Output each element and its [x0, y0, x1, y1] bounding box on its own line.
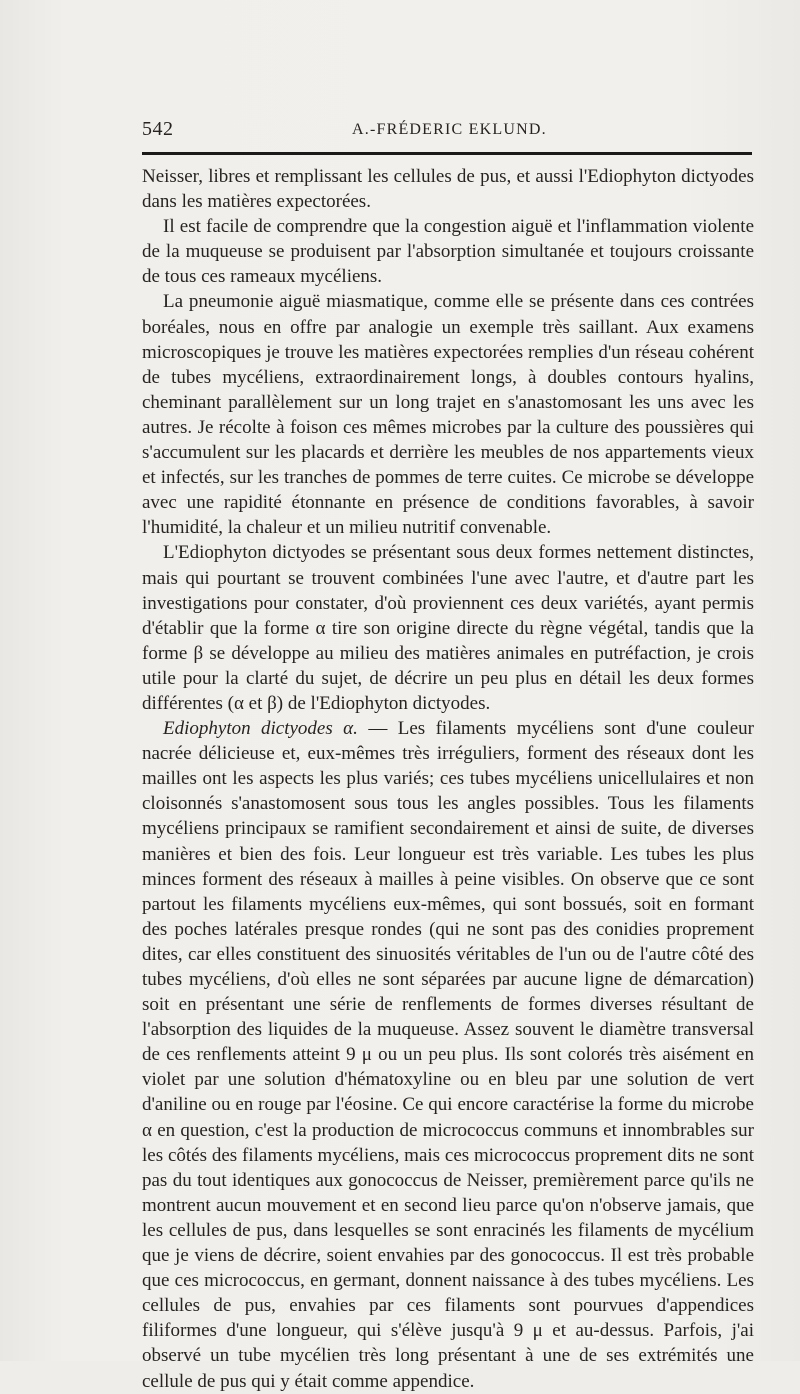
paragraph-5: [142, 716, 754, 1394]
section-title: Ediophyton dictyodes α.: [163, 718, 358, 740]
page-header: [142, 118, 752, 146]
paragraph-3: La pneumonie aiguë miasmatique, comme elle se présente dans ces contrées boréales, nous en offre par analogie un exemple très saillant. Aux examens microscopiques je trouve les matières expectorées remplies d'un réseau cohérent de tubes mycéliens, extraordinairement longs, à doubles contours hyalins, cheminant parallèlement sur un long trajet en s'anastomosant les uns avec les autres. Je récolte à foison ces mêmes microbes par la culture des poussières qui s'accumulent sur les placards et derrière les meubles de nos appartements vieux et infectés, sur les tranches de pommes de terre cuites. Ce microbe se développe avec une rapidité étonnante en présence de conditions favorables, à savoir l'humidité, la chaleur et un milieu nutritif convenable.: [142, 291, 754, 539]
paragraph-5-text: — Les filaments mycéliens sont d'une couleur nacrée délicieuse et, eux-mêmes très irréguliers, forment des réseaux dont les mailles ont les aspects les plus variés; ces tubes mycéliens unicellulaires et non cloisonnés s'anastomosent sous tous les angles possibles. Tous les filaments mycéliens principaux se ramifient secondairement et ainsi de suite, de diverses manières et bien des fois. Leur longueur est très variable. Les tubes les plus minces forment des réseaux à mailles à peine visibles. On observe que ce sont partout les filaments mycéliens eux-mêmes, qui sont bossués, soit en formant des poches latérales presque rondes (qui ne sont pas des conidies proprement dites, car elles constituent des sinuosités véritables de l'un ou de l'autre côté des tubes mycéliens, d'où elles ne sont séparées par aucune ligne de démarcation) soit en présentant une série de renflements de formes diverses résultant de l'absorption des liquides de la muqueuse. Assez souvent le diamètre transversal de ces renflements atteint 9 μ ou un peu plus. Ils sont colorés très aisément en violet par une solution d'hématoxyline ou en bleu par une solution de vert d'aniline ou en rouge par l'éosine. Ce qui encore caractérise la forme du microbe α en question, c'est la production de micrococcus communs et innombrables sur les côtés des filaments mycéliens, mais ces micrococcus proprement dits ne sont pas du tout identiques aux gonococcus de Neisser, premièrement parce qu'ils ne montrent aucun mouvement et en second lieu parce qu'on n'observe jamais, que les cellules de pus, dans lesquelles se sont enracinés les filaments de mycélium que je viens de décrire, soient envahies par des gonococcus. Il est très probable que ces micrococcus, en germant, donnent naissance à des tubes mycéliens. Les cellules de pus, envahies par ces filaments sont pourvues d'appendices filiformes d'une longueur, qui s'élève jusqu'à 9 μ et au-dessus. Parfois, j'ai observé un tube mycélien très long présentant à une de ses extrémités une cellule de pus qui y était comme appendice.: [142, 718, 754, 1392]
running-head: A.-FRÉDERIC EKLUND.: [352, 121, 547, 138]
paragraph-2: Il est facile de comprendre que la congestion aiguë et l'inflammation violente de la muqueuse se produisent par l'absorption simultanée et toujours croissante de tous ces rameaux mycéliens.: [142, 216, 754, 288]
paragraph-1: Neisser, libres et remplissant les cellules de pus, et aussi l'Ediophyton dictyodes dans les matières expectorées.: [142, 166, 754, 213]
body-text: [142, 164, 754, 1394]
header-rule: [142, 152, 752, 155]
paragraph-4: L'Ediophyton dictyodes se présentant sous deux formes nettement distinctes, mais qui pourtant se trouvent combinées l'une avec l'autre, et d'autre part les investigations pour constater, d'où proviennent ces deux variétés, ayant permis d'établir que la forme α tire son origine directe du règne végétal, tandis que la forme β se développe au milieu des matières animales en putréfaction, je crois utile pour la clarté du sujet, de décrire un peu plus en détail les deux formes différentes (α et β) de l'Ediophyton dictyodes.: [142, 542, 754, 714]
page-number: 542: [142, 118, 174, 140]
